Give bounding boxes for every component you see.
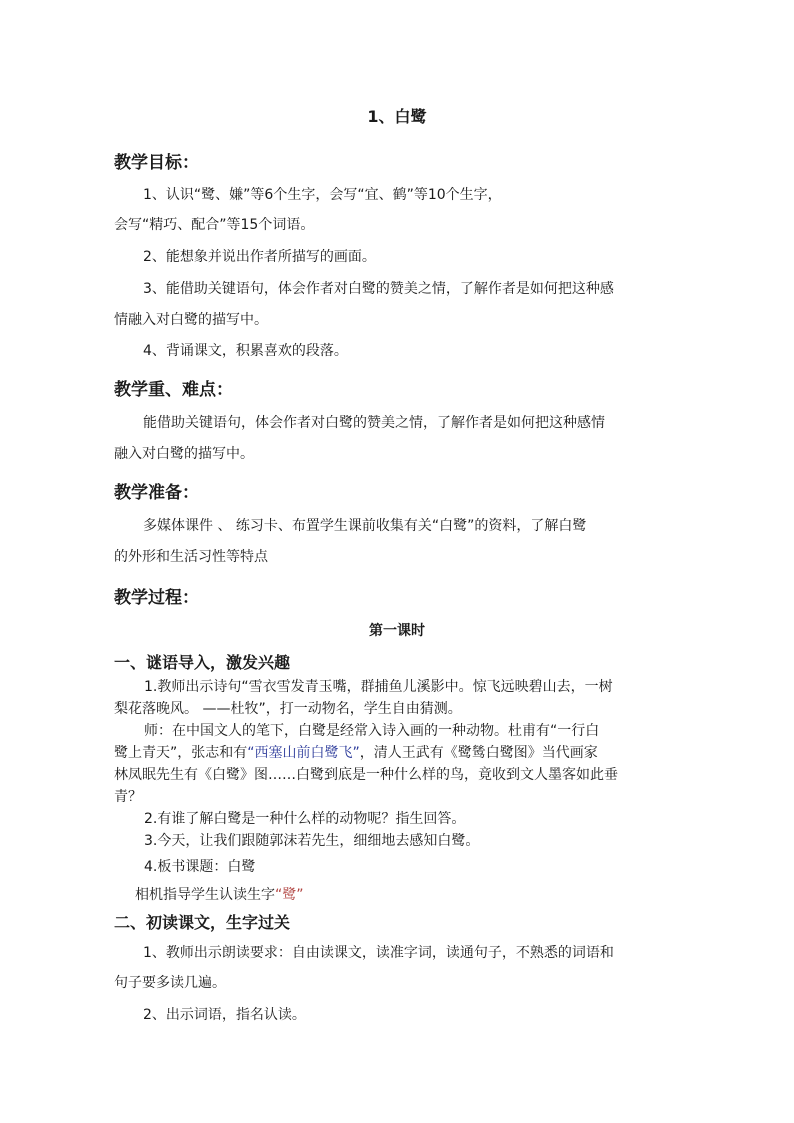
goal-2: 2、能想象并说出作者所描写的画面。	[143, 249, 376, 265]
section-2-para-1-line-2: 句子要多读几遍。	[114, 975, 226, 991]
page-title: 1、白鹭	[367, 107, 427, 126]
section-2-para-2: 2、出示词语，指名认读。	[143, 1007, 306, 1023]
key-points-line-2: 融入对白鹭的描写中。	[114, 446, 254, 462]
lesson-one-heading: 第一课时	[369, 623, 425, 639]
goal-4: 4、背诵课文，积累喜欢的段落。	[143, 343, 348, 359]
section-1-para-3: 2.有谁了解白鹭是一种什么样的动物呢？指生回答。	[144, 811, 466, 827]
character-highlight: “鹭”	[275, 887, 304, 903]
section-1-para-2-line-1: 师：在中国文人的笔下，白鹭是经常入诗入画的一种动物。杜甫有“一行白	[144, 723, 600, 739]
key-points-heading: 教学重、难点：	[114, 380, 233, 400]
section-1-para-1-line-2: 梨花落晚风。 ——杜牧”，打一动物名，学生自由猜测。	[114, 701, 462, 717]
section-1-para-6	[135, 884, 304, 906]
preparation-line-2: 的外形和生活习性等特点	[114, 549, 268, 565]
section-2-heading: 二、初读课文，生字过关	[114, 913, 291, 932]
goal-1-line-1: 1、认识“鹭、嫌”等6个生字，会写“宜、鹤”等10个生字，	[143, 187, 502, 203]
section-2-para-1-line-1: 1、教师出示朗读要求：自由读课文，读准字词，读通句子，不熟悉的词语和	[143, 945, 614, 961]
para-2-text-a: 鹭上青天”，张志和有	[114, 745, 248, 761]
goal-3-line-2: 情融入对白鹭的描写中。	[114, 312, 268, 328]
section-1-heading: 一、谜语导入，激发兴趣	[114, 653, 291, 672]
preparation-line-1: 多媒体课件 、 练习卡、布置学生课前收集有关“白鹭”的资料，了解白鹭	[143, 518, 587, 534]
goal-3-line-1: 3、能借助关键语句，体会作者对白鹭的赞美之情，了解作者是如何把这种感	[143, 281, 614, 297]
goals-heading: 教学目标：	[114, 153, 199, 173]
goal-1-line-2: 会写“精巧、配合”等15个词语。	[114, 217, 315, 233]
key-points-line-1: 能借助关键语句，体会作者对白鹭的赞美之情，了解作者是如何把这种感情	[143, 415, 605, 431]
section-1-para-1-line-1: 1.教师出示诗句“雪衣雪发青玉嘴，群捕鱼儿溪影中。惊飞远映碧山去，一树	[144, 679, 613, 695]
section-1-para-2-line-4: 青？	[114, 789, 142, 805]
para-6-text: 相机指导学生认读生字	[135, 887, 275, 903]
process-heading: 教学过程：	[114, 588, 199, 608]
poem-quote-highlight: “西塞山前白鹭飞”	[247, 745, 360, 761]
section-1-para-5: 4.板书课题：白鹭	[144, 859, 256, 875]
section-1-para-2-line-3: 林凤眠先生有《白鹭》图……白鹭到底是一种什么样的鸟，竟收到文人墨客如此垂	[114, 767, 618, 783]
para-2-text-b: ，清人王武有《鹭鸶白鹭图》当代画家	[359, 745, 598, 761]
preparation-heading: 教学准备：	[114, 483, 199, 503]
section-1-para-4: 3.今天，让我们跟随郭沫若先生，细细地去感知白鹭。	[144, 833, 480, 849]
section-1-para-2-line-2	[114, 742, 598, 764]
